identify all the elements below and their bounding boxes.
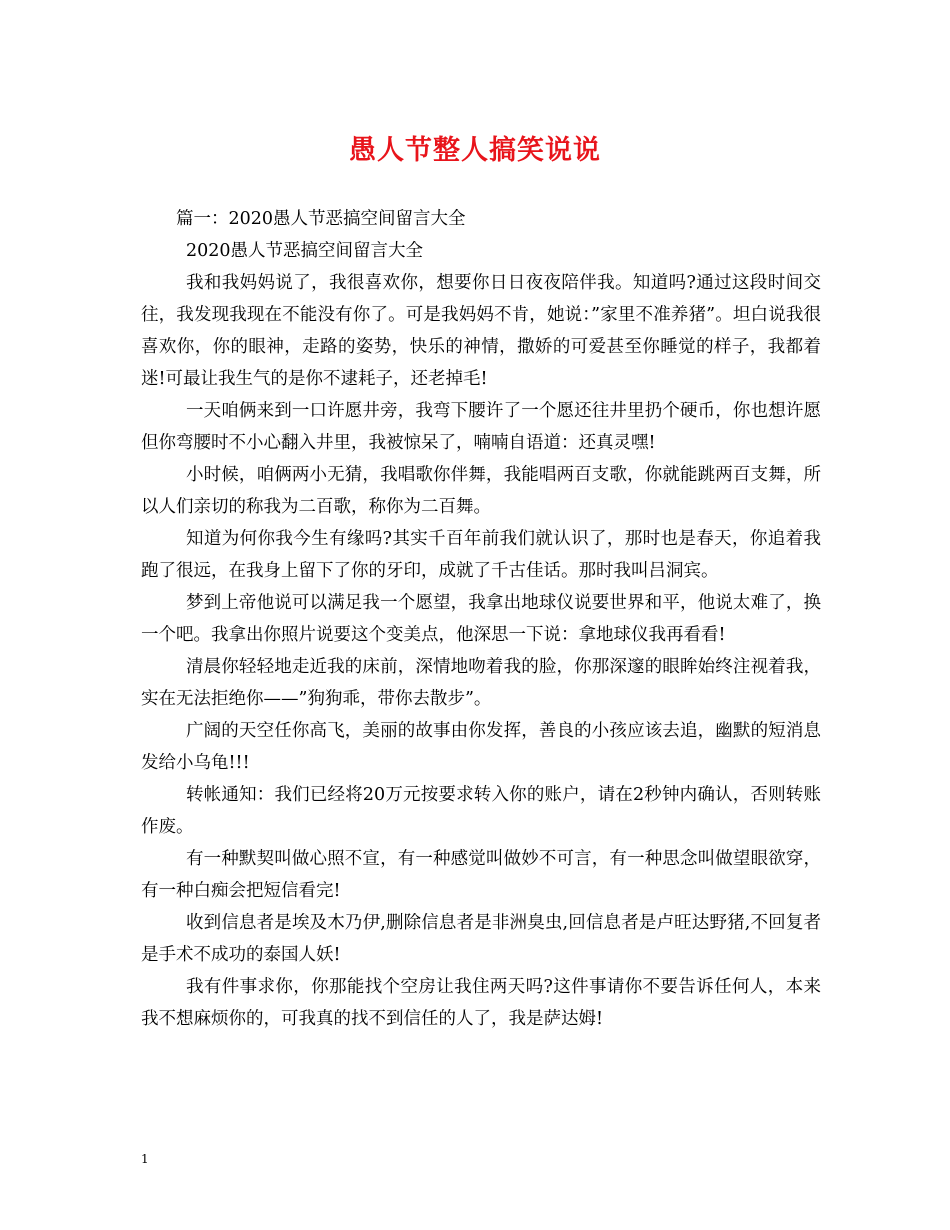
- paragraph: 一天咱俩来到一口许愿井旁，我弯下腰许了一个愿还往井里扔个硬币，你也想许愿但你弯腰时不小心翻入井里，我被惊呆了，喃喃自语道：还真灵嘿!: [141, 401, 821, 453]
- paragraph: 知道为何你我今生有缘吗?其实千百年前我们就认识了，那时也是春天，你追着我跑了很远，在我身上留下了你的牙印，成就了千古佳话。那时我叫吕洞宾。: [141, 529, 821, 581]
- paragraph: 我有件事求你，你那能找个空房让我住两天吗?这件事请你不要告诉任何人，本来我不想麻烦你的，可我真的找不到信任的人了，我是萨达姆!: [141, 977, 821, 1029]
- paragraph: 转帐通知：我们已经将20万元按要求转入你的账户，请在2秒钟内确认，否则转账作废。: [141, 785, 821, 837]
- paragraph: 收到信息者是埃及木乃伊,删除信息者是非洲臭虫,回信息者是卢旺达野猪,不回复者是手术不成功的泰国人妖!: [141, 913, 821, 965]
- section-heading: 篇一：2020愚人节恶搞空间留言大全: [176, 209, 466, 229]
- subheading: 2020愚人节恶搞空间留言大全: [186, 241, 424, 261]
- paragraph: 小时候，咱俩两小无猜，我唱歌你伴舞，我能唱两百支歌，你就能跳两百支舞，所以人们亲切的称我为二百歌，称你为二百舞。: [141, 465, 821, 517]
- paragraph: 广阔的天空任你高飞，美丽的故事由你发挥，善良的小孩应该去追，幽默的短消息发给小乌龟!!!: [141, 721, 821, 773]
- document-body: [141, 203, 821, 1035]
- page-number: 1: [141, 1152, 149, 1166]
- paragraph: 梦到上帝他说可以满足我一个愿望，我拿出地球仪说要世界和平，他说太难了，换一个吧。我拿出你照片说要这个变美点，他深思一下说：拿地球仪我再看看!: [141, 593, 821, 645]
- paragraph: 我和我妈妈说了，我很喜欢你，想要你日日夜夜陪伴我。知道吗?通过这段时间交往，我发现我现在不能没有你了。可是我妈妈不肯，她说：”家里不准养猪”。坦白说我很喜欢你，你的眼神，走路的姿势，快乐的神情，撒娇的可爱甚至你睡觉的样子，我都着迷!可最让我生气的是你不逮耗子，还老掉毛!: [141, 273, 821, 389]
- paragraph: 有一种默契叫做心照不宣，有一种感觉叫做妙不可言，有一种思念叫做望眼欲穿，有一种白痴会把短信看完!: [141, 849, 821, 901]
- paragraph: 清晨你轻轻地走近我的床前，深情地吻着我的脸，你那深邃的眼眸始终注视着我，实在无法拒绝你——”狗狗乖，带你去散步”。: [141, 657, 821, 709]
- document-title: 愚人节整人搞笑说说: [349, 135, 601, 166]
